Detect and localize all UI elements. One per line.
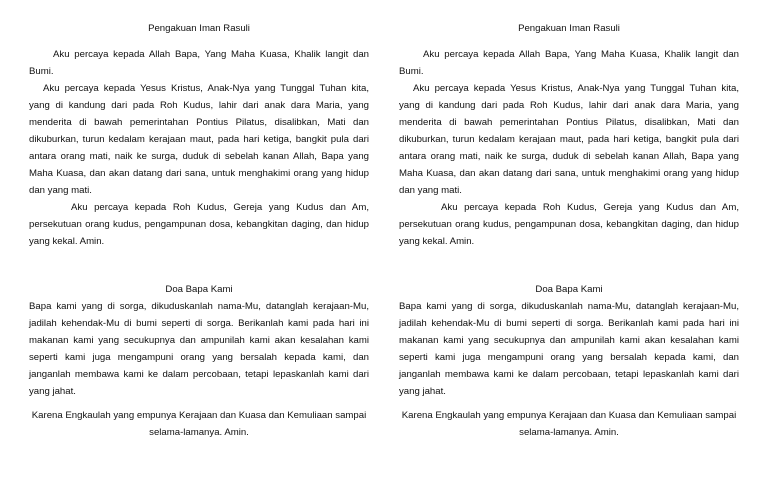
creed-paragraph-2: Aku percaya kepada Yesus Kristus, Anak-Nya yang Tunggal Tuhan kita, yang di kandung dari pada Roh Kudus, lahir dari anak dara Maria, yang menderita di bawah pemerintahan Pontius Pilatus, disalibkan, Mati dan dikuburkan, turun kedalam kerajaan maut, pada hari ketiga, bangkit pula dari antara orang mati, naik ke surga, duduk di sebelah kanan Allah, Bapa yang Maha Kuasa, dan akan datang dari sana, untuk menghakimi orang yang hidup dan yang mati. bbox=[399, 83, 739, 196]
creed-paragraph-1: Aku percaya kepada Allah Bapa, Yang Maha Kuasa, Khalik langit dan Bumi. bbox=[29, 49, 369, 77]
creed-paragraph-3: Aku percaya kepada Roh Kudus, Gereja yang Kudus dan Am, persekutuan orang kudus, pengampunan dosa, kebangkitan daging, dan hidup yang kekal. Amin. bbox=[399, 202, 739, 247]
prayer-closing: Karena Engkaulah yang empunya Kerajaan dan Kuasa dan Kemuliaan sampai selama-lamanya. Amin. bbox=[401, 410, 737, 438]
creed-paragraph-1: Aku percaya kepada Allah Bapa, Yang Maha Kuasa, Khalik langit dan Bumi. bbox=[399, 49, 739, 77]
prayer-title: Doa Bapa Kami bbox=[535, 284, 603, 295]
creed-title: Pengakuan Iman Rasuli bbox=[148, 23, 250, 34]
prayer-paragraph: Bapa kami yang di sorga, dikuduskanlah nama-Mu, datanglah kerajaan-Mu, jadilah kehendak-Mu di bumi seperti di sorga. Berikanlah kami pada hari ini makanan kami yang secukupnya dan ampunilah kami akan kesalahan kami seperti kami juga mengampuni orang yang bersalah kepada kami, dan janganlah membawa kami ke dalam percobaan, tetapi lepaskanlah kami dari yang jahat. bbox=[399, 301, 739, 397]
left-column bbox=[29, 20, 369, 441]
prayer-paragraph: Bapa kami yang di sorga, dikuduskanlah nama-Mu, datanglah kerajaan-Mu, jadilah kehendak-Mu di bumi seperti di sorga. Berikanlah kami pada hari ini makanan kami yang secukupnya dan ampunilah kami akan kesalahan kami seperti kami juga mengampuni orang yang bersalah kepada kami, dan janganlah membawa kami ke dalam percobaan, tetapi lepaskanlah kami dari yang jahat. bbox=[29, 301, 369, 397]
creed-paragraph-3: Aku percaya kepada Roh Kudus, Gereja yang Kudus dan Am, persekutuan orang kudus, pengampunan dosa, kebangkitan daging, dan hidup yang kekal. Amin. bbox=[29, 202, 369, 247]
creed-paragraph-2: Aku percaya kepada Yesus Kristus, Anak-Nya yang Tunggal Tuhan kita, yang di kandung dari pada Roh Kudus, lahir dari anak dara Maria, yang menderita di bawah pemerintahan Pontius Pilatus, disalibkan, Mati dan dikuburkan, turun kedalam kerajaan maut, pada hari ketiga, bangkit pula dari antara orang mati, naik ke surga, duduk di sebelah kanan Allah, Bapa yang Maha Kuasa, dan akan datang dari sana, untuk menghakimi orang yang hidup dan yang mati. bbox=[29, 83, 369, 196]
prayer-title: Doa Bapa Kami bbox=[165, 284, 233, 295]
creed-title: Pengakuan Iman Rasuli bbox=[518, 23, 620, 34]
right-column bbox=[399, 20, 739, 441]
prayer-closing: Karena Engkaulah yang empunya Kerajaan dan Kuasa dan Kemuliaan sampai selama-lamanya. Amin. bbox=[31, 410, 367, 438]
